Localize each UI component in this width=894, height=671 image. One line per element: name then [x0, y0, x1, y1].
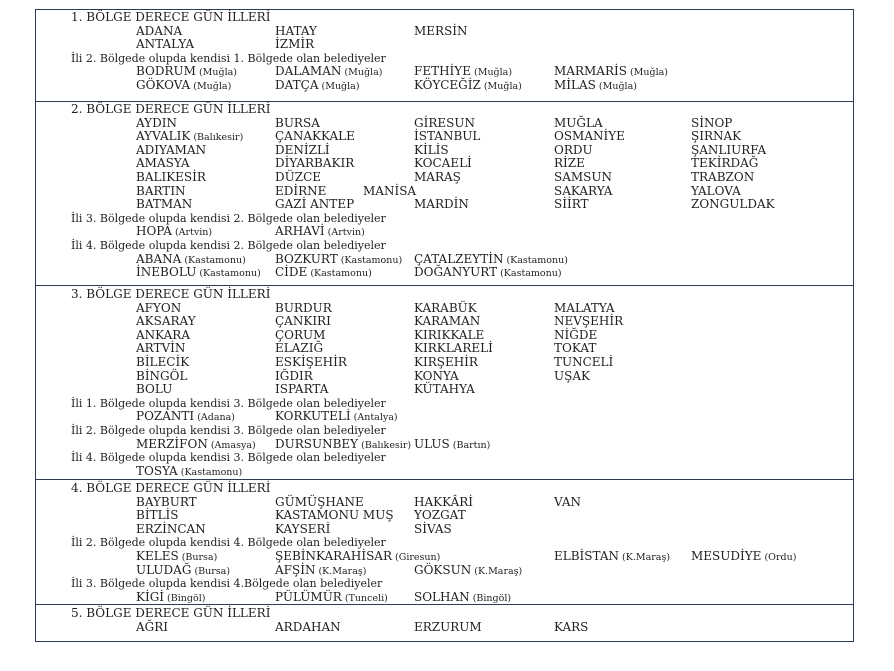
place-name: DİYARBAKIR [275, 156, 355, 171]
place-name: KOCAELİ [414, 156, 472, 171]
place-name: ANKARA [136, 327, 191, 342]
parent-province: (Artvin) [171, 227, 213, 239]
place-name: TRABZON [691, 170, 755, 184]
place-name: ULUDAĞ [136, 562, 192, 577]
place-name: MERZİFON [136, 436, 208, 451]
municipality-entry [275, 591, 388, 605]
subgroup-label: İli 3. Bölgede olupda kendisi 4.Bölgede olan belediyeler [71, 577, 383, 591]
municipality-entry [414, 564, 522, 578]
place-name: KİGİ [136, 589, 165, 604]
parent-province: (Giresun) [392, 552, 441, 563]
municipality-entry [414, 438, 490, 452]
place-name: GÖKSUN [414, 562, 472, 577]
parent-province: (Kastamonu) [307, 268, 372, 280]
place-name: EDİRNE [275, 183, 327, 198]
place-name: AFYON [136, 300, 182, 315]
parent-province: (Artvin) [324, 227, 365, 239]
place-name: DURSUNBEY [275, 436, 359, 451]
subgroup-label: İli 4. Bölgede olupda kendisi 3. Bölgede olan belediyeler [71, 451, 386, 465]
parent-province: (Kastamonu) [503, 254, 568, 266]
place-name: BİNGÖL [136, 368, 188, 383]
place-name: ELAZIĞ [275, 341, 324, 356]
place-name: MARMARİS [554, 64, 627, 79]
municipality-entry [136, 591, 205, 605]
place-name: SİVAS [414, 521, 452, 536]
municipality-entry [554, 79, 637, 93]
municipality-entry [275, 79, 360, 93]
place-name: MUĞLA [554, 115, 603, 130]
place-name: KİLİS [414, 142, 449, 157]
place-name: BAYBURT [136, 494, 197, 509]
place-name: ŞANLIURFA [691, 142, 767, 157]
place-name: YOZGAT [414, 508, 466, 523]
parent-province: (Muğla) [626, 67, 668, 79]
municipality-entry [275, 410, 398, 424]
municipality-entry [275, 564, 366, 578]
parent-province: (K.Maraş) [315, 565, 367, 577]
section-heading: 3. BÖLGE DERECE GÜN İLLERİ [71, 287, 271, 301]
parent-province: (Muğla) [480, 81, 522, 92]
place-name: NEVŞEHİR [554, 314, 624, 329]
place-name: KELES [136, 549, 179, 563]
municipality-entry [275, 438, 411, 452]
parent-province: (Muğla) [341, 67, 383, 79]
place-name: ARTVİN [136, 341, 186, 356]
place-name: KARABÜK [414, 300, 477, 315]
place-name: HATAY [275, 23, 317, 38]
parent-province: (Kastamonu) [196, 268, 261, 280]
place-name: RİZE [554, 156, 585, 171]
place-name: MARAŞ [414, 170, 461, 184]
parent-province: (Kastamonu) [337, 254, 403, 266]
place-name: ARDAHAN [275, 619, 341, 634]
place-name: MERSİN [414, 23, 468, 38]
parent-province: (Bingöl) [164, 592, 206, 604]
place-name: ORDU [554, 142, 593, 157]
place-name: ANTALYA [136, 37, 195, 52]
parent-province: (Bursa) [178, 552, 218, 563]
place-name: VAN [554, 494, 582, 509]
place-name: SOLHAN [414, 589, 470, 604]
municipality-entry [414, 79, 522, 93]
section-heading: 5. BÖLGE DERECE GÜN İLLERİ [71, 606, 271, 620]
place-name: ADIYAMAN [136, 142, 207, 157]
parent-province: (Kastamonu) [181, 254, 246, 266]
place-name: İNEBOLU [136, 265, 197, 280]
section-heading: 1. BÖLGE DERECE GÜN İLLERİ [71, 10, 271, 24]
parent-province: (Muğla) [190, 81, 232, 92]
parent-province: (Amasya) [207, 439, 256, 451]
parent-province: (Tunceli) [341, 592, 388, 604]
place-name: AĞRI [136, 619, 169, 634]
place-name: GİRESUN [414, 115, 475, 130]
municipality-entry [275, 266, 372, 280]
place-name: MARDİN [414, 197, 469, 212]
place-name: KARS [554, 619, 589, 634]
place-name: DOĞANYURT [414, 265, 498, 280]
municipality-entry [554, 550, 670, 564]
place-name: TOSYA [136, 463, 178, 478]
place-name: ŞIRNAK [691, 129, 742, 144]
parent-province: (Balıkesir) [190, 132, 244, 144]
parent-province: (Adana) [194, 412, 235, 424]
subgroup-label: İli 1. Bölgede olupda kendisi 3. Bölgede olan belediyeler [71, 396, 386, 410]
place-name: OSMANİYE [554, 129, 625, 144]
place-name: BOLU [136, 382, 173, 397]
section-divider [36, 479, 853, 480]
place-name: KIRKLARELİ [414, 341, 493, 356]
place-name: AFŞİN [275, 562, 316, 577]
place-name: ULUS [414, 436, 450, 451]
place-name: ADANA [136, 23, 183, 38]
place-name: KONYA [414, 368, 459, 383]
place-name: ŞEBİNKARAHİSAR [275, 549, 393, 563]
parent-province: (Balıkesir) [358, 439, 412, 451]
place-name: GÖKOVA [136, 78, 191, 92]
parent-province: (Muğla) [595, 81, 637, 92]
subgroup-label: İli 2. Bölgede olupda kendisi 1. Bölgede olan belediyeler [71, 51, 386, 65]
place-name: ÇANAKKALE [275, 129, 355, 144]
place-name: MİLAS [554, 78, 596, 92]
place-name: NİĞDE [554, 327, 598, 342]
place-name: AKSARAY [136, 314, 196, 329]
place-name: DALAMAN [275, 64, 342, 79]
place-name: AMASYA [136, 156, 190, 171]
section-heading: 2. BÖLGE DERECE GÜN İLLERİ [71, 102, 271, 116]
place-name: AYVALIK [136, 129, 191, 144]
place-name: TOKAT [554, 341, 597, 356]
place-name: MESUDİYE [691, 549, 762, 563]
place-name: ERZURUM [414, 619, 482, 634]
place-name: ÇORUM [275, 327, 326, 342]
municipality-entry [414, 266, 562, 280]
place-name: ISPARTA [275, 382, 329, 397]
municipality-entry [136, 564, 230, 578]
place-name: KORKUTELİ [275, 409, 351, 424]
place-name: HOPA [136, 224, 172, 239]
parent-province: (Antalya) [350, 412, 398, 424]
municipality-entry [136, 438, 256, 452]
place-name: AYDIN [136, 115, 177, 130]
place-name: ABANA [136, 251, 182, 266]
place-name: SİİRT [554, 197, 589, 212]
subgroup-label: İli 2. Bölgede olupda kendisi 4. Bölgede olan belediyeler [71, 536, 386, 550]
place-name: İSTANBUL [414, 129, 481, 144]
parent-province: (K.Maraş) [619, 552, 671, 563]
parent-province: (Kastamonu) [177, 466, 243, 478]
degree-day-regions-table [35, 9, 854, 642]
place-name: FETHİYE [414, 64, 471, 79]
place-name: POZANTI [136, 409, 195, 424]
place-name: BİTLİS [136, 508, 179, 523]
parent-province: (Muğla) [318, 81, 360, 92]
place-name: TUNCELİ [554, 355, 614, 369]
place-name: KARAMAN [414, 314, 481, 329]
place-name: KIRŞEHİR [414, 355, 478, 369]
place-name: BURSA [275, 115, 320, 130]
place-name: BARTIN [136, 183, 186, 198]
place-name: MANİSA [363, 183, 417, 198]
place-name: ARHAVİ [275, 224, 325, 239]
parent-province: (Bingöl) [469, 592, 512, 604]
place-name: HAKKÂRİ [414, 494, 474, 509]
place-name: KAYSERİ [275, 521, 331, 536]
place-name: UŞAK [554, 368, 590, 383]
municipality-entry [136, 266, 261, 280]
parent-province: (Muğla) [470, 67, 513, 79]
place-name: ESKİŞEHİR [275, 355, 347, 369]
section-heading: 4. BÖLGE DERECE GÜN İLLERİ [71, 481, 271, 495]
place-name: BALIKESİR [136, 170, 206, 184]
place-name: BİLECİK [136, 355, 190, 369]
place-name: ÇATALZEYTİN [414, 251, 504, 266]
section-divider [36, 101, 853, 102]
place-name: DENİZLİ [275, 142, 330, 157]
parent-province: (K.Maraş) [471, 565, 523, 577]
place-name: YALOVA [691, 183, 741, 198]
parent-province: (Muğla) [195, 67, 237, 79]
municipality-entry [136, 410, 235, 424]
municipality-entry [691, 550, 796, 564]
municipality-entry [275, 225, 365, 239]
place-name: BODRUM [136, 64, 196, 79]
place-name: ERZİNCAN [136, 521, 206, 536]
place-name: DÜZCE [275, 170, 322, 184]
place-name: SAMSUN [554, 170, 613, 184]
place-name: MALATYA [554, 300, 615, 315]
place-name: GAZİ ANTEP [275, 197, 355, 212]
municipality-entry [136, 225, 212, 239]
parent-province: (Kastamonu) [497, 268, 562, 280]
parent-province: (Ordu) [761, 552, 797, 563]
place-name: ELBİSTAN [554, 549, 620, 563]
place-name: İZMİR [275, 37, 315, 52]
municipality-entry [136, 79, 231, 93]
place-name: IĞDIR [275, 368, 313, 383]
subgroup-label: İli 4. Bölgede olupda kendisi 2. Bölgede olan belediyeler [71, 239, 386, 252]
section-divider [36, 604, 853, 605]
place-name: TEKİRDAĞ [691, 156, 759, 171]
section-divider [36, 285, 853, 286]
place-name: BURDUR [275, 300, 332, 315]
place-name: CİDE [275, 265, 308, 280]
place-name: SİNOP [691, 115, 733, 130]
municipality-entry [414, 591, 511, 605]
place-name: KÖYCEĞİZ [414, 78, 481, 92]
parent-province: (Bursa) [191, 565, 231, 577]
place-name: BOZKURT [275, 251, 338, 266]
parent-province: (Bartın) [449, 439, 491, 451]
place-name: KIRIKKALE [414, 327, 485, 342]
place-name: DATÇA [275, 78, 319, 92]
subgroup-label: İli 3. Bölgede olupda kendisi 2. Bölgede olan belediyeler [71, 211, 386, 225]
place-name: GÜMÜŞHANE [275, 494, 364, 509]
place-name: KÜTAHYA [414, 382, 475, 397]
place-name: SAKARYA [554, 183, 613, 198]
municipality-entry [136, 465, 242, 479]
place-name: KASTAMONU MUŞ [275, 508, 394, 523]
place-name: ÇANKIRI [275, 314, 331, 329]
place-name: BATMAN [136, 197, 193, 212]
subgroup-label: İli 2. Bölgede olupda kendisi 3. Bölgede olan belediyeler [71, 424, 386, 437]
place-name: ZONGULDAK [691, 197, 775, 212]
place-name: PÜLÜMÜR [275, 589, 342, 604]
